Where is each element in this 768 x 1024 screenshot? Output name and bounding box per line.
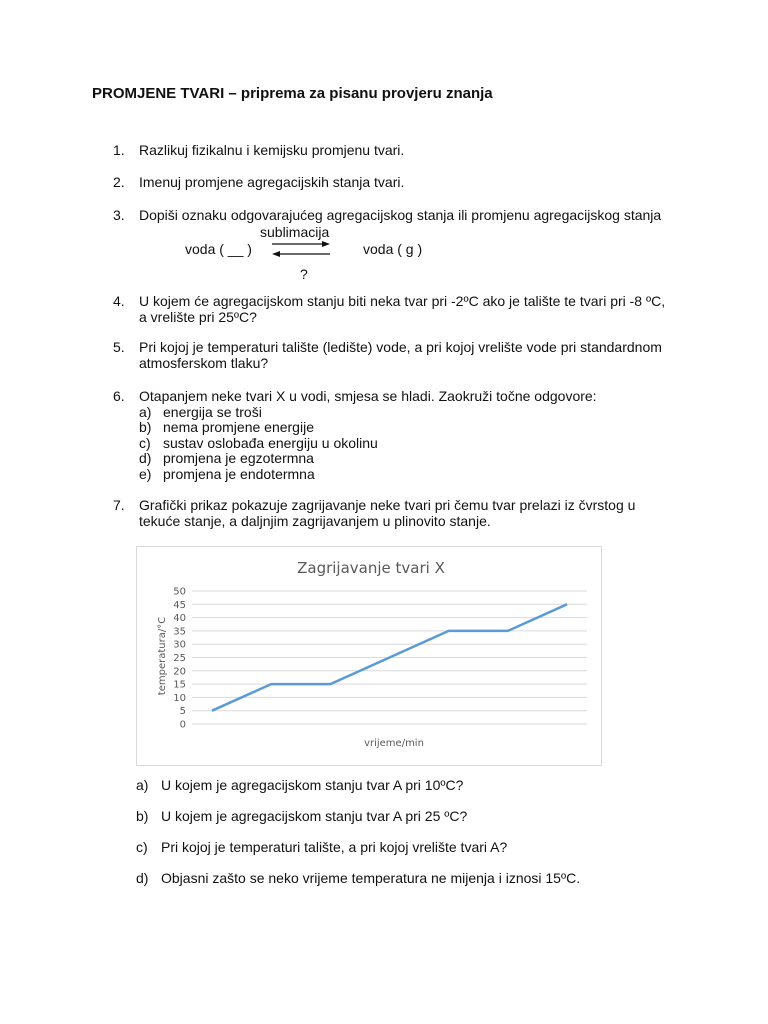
option-letter: c) bbox=[139, 434, 151, 451]
subquestion-text: Pri kojoj je temperaturi talište, a pri kojoj vrelište tvari A? bbox=[161, 839, 508, 855]
subquestion-letter: c) bbox=[136, 839, 148, 855]
y-tick-label: 30 bbox=[173, 639, 186, 651]
arrow-bottom-label: ? bbox=[300, 266, 308, 282]
y-axis-label: temperatura/°C bbox=[157, 616, 168, 696]
arrow-top-label: sublimacija bbox=[260, 224, 330, 240]
double-arrow-icon bbox=[270, 238, 332, 258]
question-number: 7. bbox=[113, 497, 125, 513]
subquestion-letter: d) bbox=[136, 870, 149, 886]
question-text-line-2: atmosferskom tlaku? bbox=[139, 354, 269, 371]
y-tick-label: 35 bbox=[173, 626, 186, 638]
question-text: Imenuj promjene agregacijskih stanja tvari. bbox=[139, 174, 405, 190]
y-tick-label: 20 bbox=[173, 666, 186, 678]
question-number: 1. bbox=[113, 142, 125, 158]
question-number: 6. bbox=[113, 388, 125, 404]
y-tick-label: 40 bbox=[173, 613, 186, 625]
question-text-line-2: tekuće stanje, a daljnjim zagrijavanjem u plinovito stanje. bbox=[139, 512, 491, 529]
subquestion-text: Objasni zašto se neko vrijeme temperatura ne mijenja i iznosi 15ºC. bbox=[161, 870, 581, 886]
question-text-line-2: a vrelište pri 25ºC? bbox=[139, 308, 257, 325]
subquestion-text: U kojem je agregacijskom stanju tvar A pri 25 ºC? bbox=[161, 808, 468, 824]
question-number: 3. bbox=[113, 207, 125, 223]
question-number: 5. bbox=[113, 339, 125, 355]
question-text-line-1: U kojem će agregacijskom stanju biti neka tvar pri -2ºC ako je talište te tvari pri -8 ºC, bbox=[139, 293, 666, 309]
question-text: Dopiši oznaku odgovarajućeg agregacijskog stanja ili promjenu agregacijskog stanja bbox=[139, 207, 662, 223]
question-number: 4. bbox=[113, 293, 125, 309]
y-tick-label: 50 bbox=[173, 586, 186, 598]
y-tick-label: 10 bbox=[173, 692, 186, 704]
y-tick-label: 0 bbox=[179, 719, 186, 731]
diagram-right-state: voda ( g ) bbox=[363, 241, 423, 257]
heating-chart bbox=[136, 546, 602, 766]
diagram-left-state: voda ( __ ) bbox=[185, 241, 252, 257]
chart-title: Zagrijavanje tvari X bbox=[297, 559, 445, 577]
subquestion-text: U kojem je agregacijskom stanju tvar A pri 10ºC? bbox=[161, 777, 464, 793]
x-axis-label: vrijeme/min bbox=[364, 738, 424, 749]
option-letter: b) bbox=[139, 419, 152, 435]
option-text: promjena je endotermna bbox=[163, 465, 315, 482]
question-text-line-1: Pri kojoj je temperaturi talište (ledište) vode, a pri kojoj vrelište vode pri standardnom bbox=[139, 339, 662, 355]
question-number: 2. bbox=[113, 174, 125, 190]
option-letter: d) bbox=[139, 450, 152, 466]
option-text: energija se troši bbox=[163, 403, 262, 420]
option-text: sustav oslobađa energiju u okolinu bbox=[163, 434, 378, 451]
question-text-line-1: Grafički prikaz pokazuje zagrijavanje neke tvari pri čemu tvar prelazi iz čvrstog u bbox=[139, 497, 636, 513]
option-text: nema promjene energije bbox=[163, 419, 314, 435]
option-letter: a) bbox=[139, 403, 152, 420]
option-letter: e) bbox=[139, 465, 152, 482]
y-tick-label: 25 bbox=[173, 653, 186, 664]
subquestion-letter: b) bbox=[136, 808, 149, 824]
subquestion-letter: a) bbox=[136, 777, 149, 793]
y-tick-label: 45 bbox=[173, 599, 186, 611]
question-text: Otapanjem neke tvari X u vodi, smjesa se hladi. Zaokruži točne odgovore: bbox=[139, 388, 597, 404]
question-text: Razlikuj fizikalnu i kemijsku promjenu tvari. bbox=[139, 142, 405, 158]
y-tick-label: 5 bbox=[179, 706, 186, 718]
y-tick-label: 15 bbox=[173, 679, 186, 691]
page-title: PROMJENE TVARI – priprema za pisanu provjeru znanja bbox=[92, 85, 493, 102]
chart-svg bbox=[137, 547, 601, 765]
option-text: promjena je egzotermna bbox=[163, 450, 314, 466]
